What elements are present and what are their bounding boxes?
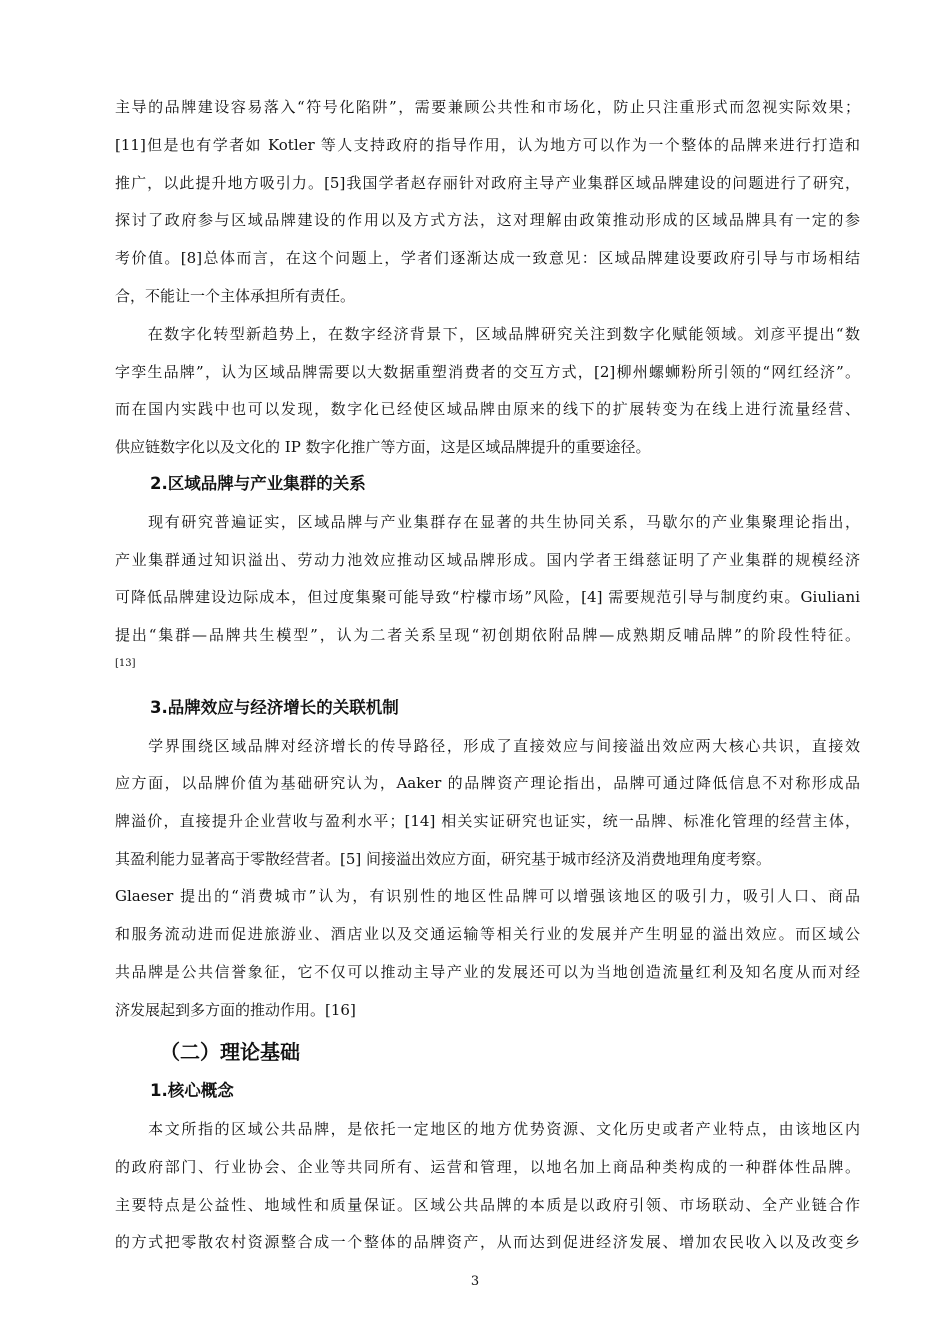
chapter-heading: （二）理论基础 <box>160 1040 300 1064</box>
body-line: 考价值。[8]总体而言，在这个问题上，学者们逐渐达成一致意见：区域品牌建设要政府引导与市场相结 <box>115 249 860 267</box>
body-line: [11]但是也有学者如 Kotler 等人支持政府的指导作用，认为地方可以作为一个整体的品牌来进行打造和 <box>115 136 860 154</box>
body-line: 学界围绕区域品牌对经济增长的传导路径，形成了直接效应与间接溢出效应两大核心共识，直接效 <box>115 737 860 755</box>
body-line: 在数字化转型新趋势上，在数字经济背景下，区域品牌研究关注到数字化赋能领域。刘彦平提出“数 <box>115 325 860 343</box>
body-line: 主导的品牌建设容易落入“符号化陷阱”，需要兼顾公共性和市场化，防止只注重形式而忽视实际效果； <box>115 98 860 116</box>
body-line: 和服务流动进而促进旅游业、酒店业以及交通运输等相关行业的发展并产生明显的溢出效应。而区域公 <box>115 925 860 943</box>
body-line: 牌溢价，直接提升企业营收与盈利水平；[14] 相关实证研究也证实，统一品牌、标准化管理的经营主体， <box>115 812 860 830</box>
body-line: Glaeser 提出的“消费城市”认为，有识别性的地区性品牌可以增强该地区的吸引力，吸引人口、商品 <box>115 887 860 905</box>
section-heading: 1.核心概念 <box>150 1081 234 1100</box>
body-line: 主要特点是公益性、地域性和质量保证。区域公共品牌的本质是以政府引领、市场联动、全产业链合作 <box>115 1196 860 1214</box>
body-line: 而在国内实践中也可以发现，数字化已经使区域品牌由原来的线下的扩展转变为在线上进行流量经营、 <box>115 400 860 418</box>
body-line: 字孪生品牌”，认为区域品牌需要以大数据重塑消费者的交互方式，[2]柳州螺蛳粉所引领的“网红经济”。 <box>115 363 860 381</box>
body-line: 本文所指的区域公共品牌，是依托一定地区的地方优势资源、文化历史或者产业特点，由该地区内 <box>115 1120 860 1138</box>
body-line: 其盈利能力显著高于零散经营者。[5] 间接溢出效应方面，研究基于城市经济及消费地理角度考察。 <box>115 850 772 868</box>
body-line: 可降低品牌建设边际成本，但过度集聚可能导致“柠檬市场”风险，[4] 需要规范引导与制度约束。Giuliani <box>115 588 860 606</box>
body-line: 产业集群通过知识溢出、劳动力池效应推动区域品牌形成。国内学者王缉慈证明了产业集群的规模经济 <box>115 551 860 569</box>
body-line: 推广，以此提升地方吸引力。[5]我国学者赵存丽针对政府主导产业集群区域品牌建设的问题进行了研究， <box>115 174 860 192</box>
citation-marker: [13] <box>115 658 136 669</box>
body-line: 济发展起到多方面的推动作用。[16] <box>115 1001 356 1019</box>
body-line: 探讨了政府参与区域品牌建设的作用以及方式方法，这对理解由政策推动形成的区域品牌具有一定的参 <box>115 211 860 229</box>
body-line: 的政府部门、行业协会、企业等共同所有、运营和管理，以地名加上商品种类构成的一种群体性品牌。 <box>115 1158 860 1176</box>
page-number: 3 <box>470 1274 480 1289</box>
section-heading: 3.品牌效应与经济增长的关联机制 <box>150 698 399 717</box>
section-heading: 2.区域品牌与产业集群的关系 <box>150 474 366 493</box>
body-line: 提出“集群—品牌共生模型”，认为二者关系呈现“初创期依附品牌—成熟期反哺品牌”的阶段性特征。 <box>115 626 860 644</box>
body-line: 供应链数字化以及文化的 IP 数字化推广等方面，这是区域品牌提升的重要途径。 <box>115 438 651 456</box>
body-line: 应方面，以品牌价值为基础研究认为，Aaker 的品牌资产理论指出，品牌可通过降低信息不对称形成品 <box>115 774 860 792</box>
body-line: 共品牌是公共信誉象征，它不仅可以推动主导产业的发展还可以为当地创造流量红利及知名度从而对经 <box>115 963 860 981</box>
body-line: 现有研究普遍证实，区域品牌与产业集群存在显著的共生协同关系，马歇尔的产业集聚理论指出， <box>115 513 860 531</box>
body-line: 合，不能让一个主体承担所有责任。 <box>115 287 356 305</box>
body-line: 的方式把零散农村资源整合成一个整体的品牌资产，从而达到促进经济发展、增加农民收入以及改变乡 <box>115 1233 860 1251</box>
